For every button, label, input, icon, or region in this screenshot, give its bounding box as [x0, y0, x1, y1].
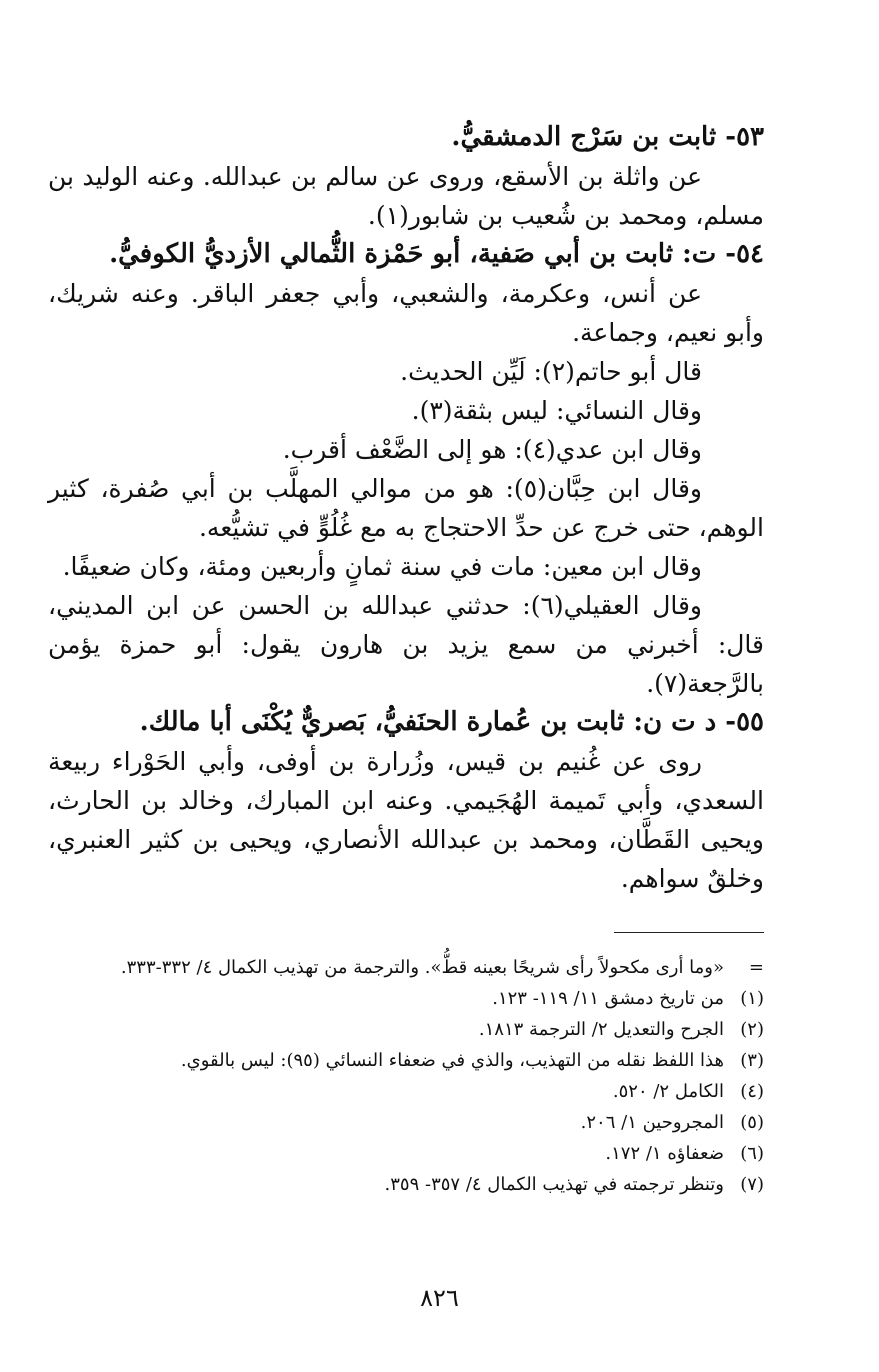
entry-54-uqaili: وقال العقيلي(٦): حدثني عبدالله بن الحسن عن ابن المديني، قال: أخبرني من سمع يزيد بن هارون يقول: أبو حمزة يؤمن بالرَّجعة(٧). — [48, 591, 764, 698]
footnote-text: من تاريخ دمشق ١١/ ١١٩- ١٢٣. — [492, 988, 724, 1009]
footnote-4 — [52, 1076, 764, 1107]
entry-54-ibn-adi: وقال ابن عدي(٤): هو إلى الضَّعْف أقرب. — [282, 435, 702, 464]
footnote-divider — [614, 932, 764, 933]
entry-53-heading: ٥٣- ثابت بن سَرْج الدمشقيُّ. — [451, 122, 764, 152]
footnote-continuation — [52, 952, 764, 983]
entry-55-text: روى عن غُنيم بن قيس، وزُرارة بن أوفى، وأبي الحَوْراء ربيعة السعدي، وأبي تَميمة الهُجَيمي. وعنه ابن المبارك، وخالد بن الحارث، ويحيى القَطَّان، ومحمد بن عبدالله الأنصاري، ويحيى بن كثير العنبري، وخلقٌ سواهم. — [48, 747, 764, 893]
entry-54-abu-hatim: قال أبو حاتم(٢): لَيِّن الحديث. — [400, 357, 702, 386]
footnote-text: الكامل ٢/ ٥٢٠. — [612, 1081, 724, 1102]
footnote-mark: (٥) — [740, 1112, 764, 1133]
footnote-mark: (٤) — [740, 1081, 764, 1102]
footnote-text: «وما أرى مكحولاً رأى شريحًا بعينه قطُّ». والترجمة من تهذيب الكمال ٤/ ٣٣٢-٣٣٣. — [120, 957, 724, 978]
footnote-mark: (١) — [740, 988, 764, 1009]
footnote-3 — [52, 1045, 764, 1076]
footnote-2 — [52, 1014, 764, 1045]
footnote-mark: (٧) — [740, 1174, 764, 1195]
footnote-1 — [52, 983, 764, 1014]
entry-54-ibn-hibban: وقال ابن حِبَّان(٥): هو من موالي المهلَّب بن أبي صُفرة، كثير الوهم، حتى خرج عن حدِّ الاحتجاج به مع غُلُوٍّ في تشيُّعه. — [48, 474, 764, 542]
footnote-text: الجرح والتعديل ٢/ الترجمة ١٨١٣. — [478, 1019, 724, 1040]
footnote-mark: = — [748, 957, 764, 978]
footnote-text: وتنظر ترجمته في تهذيب الكمال ٤/ ٣٥٧- ٣٥٩. — [384, 1174, 724, 1195]
entry-55-heading: ٥٥- د ت ن: ثابت بن عُمارة الحنَفيُّ، بَصريٌّ يُكْنَى أبا مالك. — [139, 707, 764, 737]
entry-54-nasai: وقال النسائي: ليس بثقة(٣). — [411, 396, 702, 425]
footnotes — [52, 952, 764, 1200]
footnote-text: المجروحين ١/ ٢٠٦. — [580, 1112, 724, 1133]
entry-54-heading: ٥٤- ت: ثابت بن أبي صَفية، أبو حَمْزة الثُّمالي الأزديُّ الكوفيُّ. — [109, 239, 764, 269]
entry-53-text: عن واثلة بن الأسقع، وروى عن سالم بن عبدالله. وعنه الوليد بن مسلم، ومحمد بن شُعيب بن شابور(١). — [48, 162, 764, 230]
entry-54-ibn-main: وقال ابن معين: مات في سنة ثمانٍ وأربعين ومئة، وكان ضعيفًا. — [62, 552, 702, 581]
footnote-mark: (٢) — [740, 1019, 764, 1040]
footnote-7 — [52, 1169, 764, 1200]
footnote-text: هذا اللفظ نقله من التهذيب، والذي في ضعفاء النسائي (٩٥): ليس بالقوي. — [180, 1050, 724, 1071]
footnote-mark: (٣) — [740, 1050, 764, 1071]
main-text — [48, 118, 764, 898]
footnote-5 — [52, 1107, 764, 1138]
page-number: ٨٢٦ — [420, 1284, 459, 1312]
footnote-text: ضعفاؤه ١/ ١٧٢. — [605, 1143, 724, 1164]
footnote-mark: (٦) — [740, 1143, 764, 1164]
entry-54-narrators: عن أنس، وعكرمة، والشعبي، وأبي جعفر الباقر. وعنه شريك، وأبو نعيم، وجماعة. — [48, 279, 764, 347]
footnote-6 — [52, 1138, 764, 1169]
